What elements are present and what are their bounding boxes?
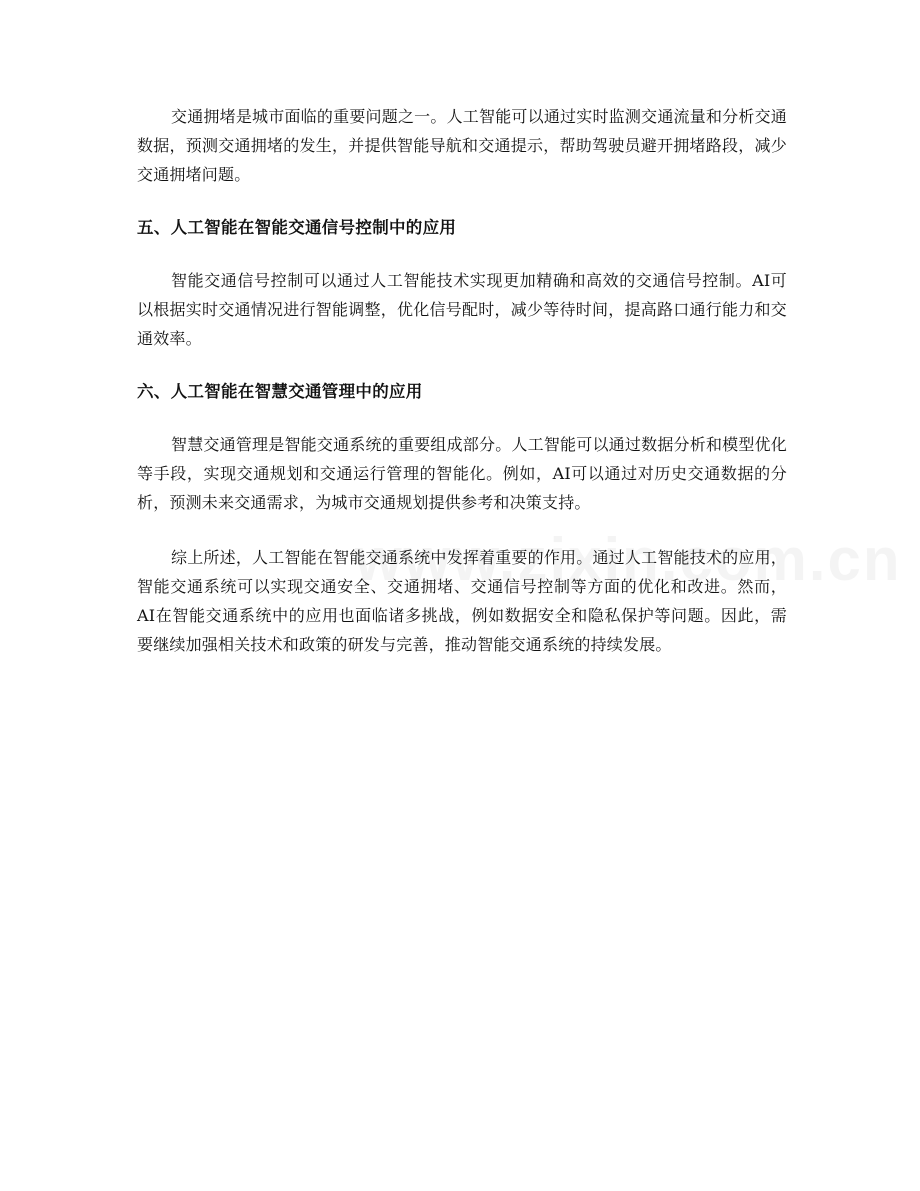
- section-heading-5: 五、人工智能在智能交通信号控制中的应用: [137, 218, 457, 237]
- section-heading-6: 六、人工智能在智慧交通管理中的应用: [137, 382, 423, 401]
- paragraph-summary: 综上所述，人工智能在智能交通系统中发挥着重要的作用。通过人工智能技术的应用，智能交通系统可以实现交通安全、交通拥堵、交通信号控制等方面的优化和改进。然而，AI在智能交通系统中的应用也面临诸多挑战，例如数据安全和隐私保护等问题。因此，需要继续加强相关技术和政策的研发与完善，推动智能交通系统的持续发展。: [137, 548, 787, 654]
- document-body: [137, 102, 787, 685]
- paragraph-traffic-congestion: 交通拥堵是城市面临的重要问题之一。人工智能可以通过实时监测交通流量和分析交通数据，预测交通拥堵的发生，并提供智能导航和交通提示，帮助驾驶员避开拥堵路段，减少交通拥堵问题。: [137, 107, 787, 184]
- paragraph-traffic-management: 智慧交通管理是智能交通系统的重要组成部分。人工智能可以通过数据分析和模型优化等手段，实现交通规划和交通运行管理的智能化。例如，AI可以通过对历史交通数据的分析，预测未来交通需求，为城市交通规划提供参考和决策支持。: [137, 435, 787, 512]
- paragraph-signal-control: 智能交通信号控制可以通过人工智能技术实现更加精确和高效的交通信号控制。AI可以根据实时交通情况进行智能调整，优化信号配时，减少等待时间，提高路口通行能力和交通效率。: [137, 271, 787, 348]
